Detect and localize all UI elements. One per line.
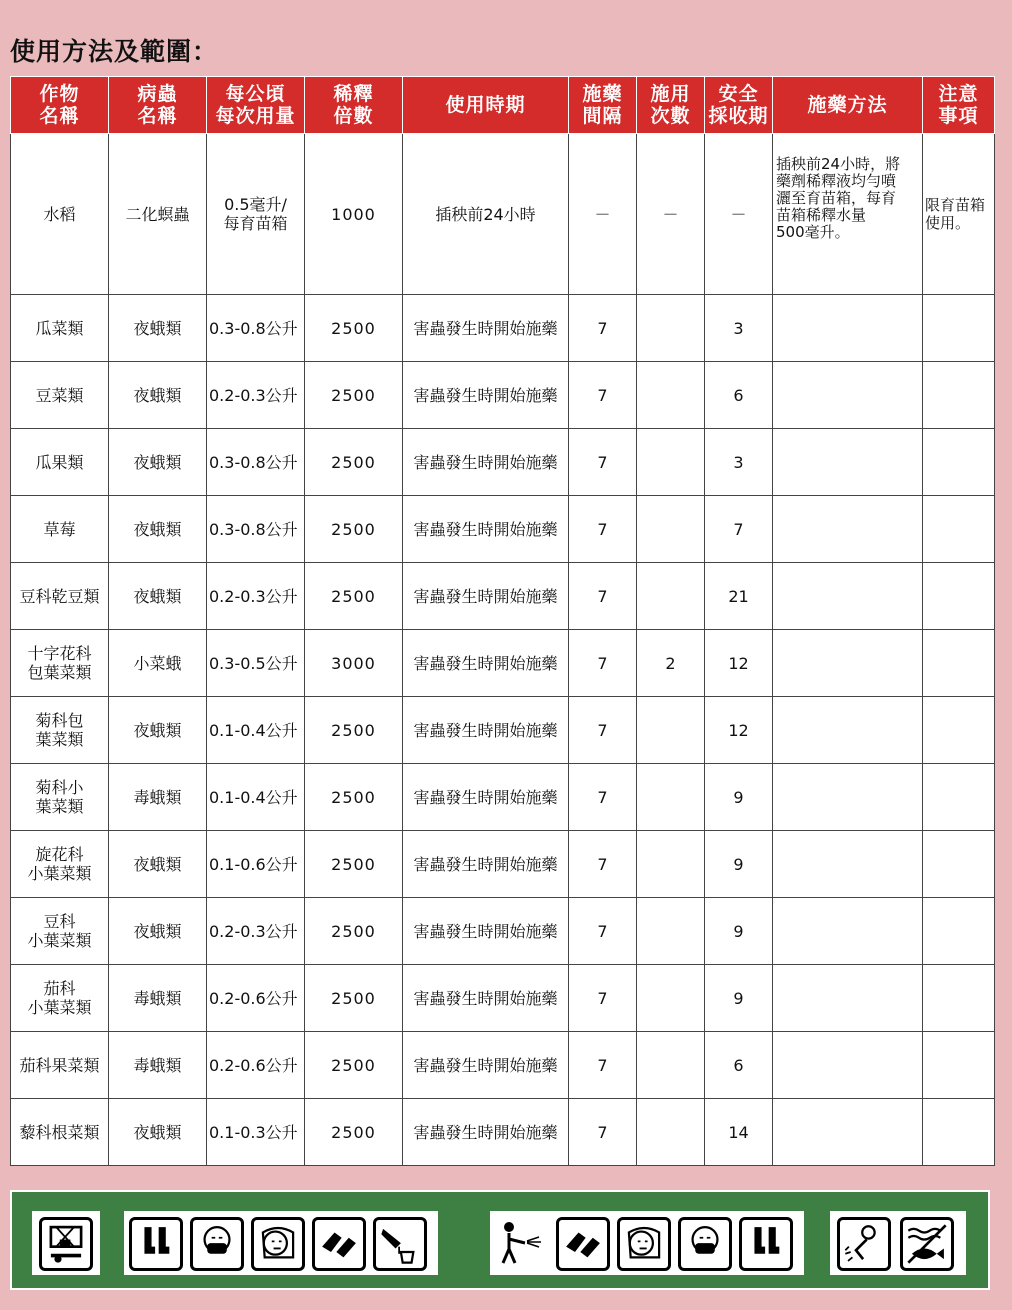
interval-cell: 7 bbox=[569, 831, 637, 898]
mask-icon bbox=[678, 1217, 732, 1271]
dilution-cell: 2500 bbox=[305, 1032, 403, 1099]
table-row bbox=[11, 429, 995, 496]
timing-cell: 害蟲發生時開始施藥 bbox=[403, 764, 569, 831]
table-row bbox=[11, 965, 995, 1032]
times-cell bbox=[637, 965, 705, 1032]
remark-cell bbox=[923, 831, 995, 898]
dilution-cell: 2500 bbox=[305, 429, 403, 496]
table-row bbox=[11, 134, 995, 295]
harvest-cell: 9 bbox=[705, 898, 773, 965]
table-row bbox=[11, 898, 995, 965]
header-method: 施藥方法 bbox=[773, 77, 923, 134]
harvest-cell: 14 bbox=[705, 1099, 773, 1166]
remark-cell bbox=[923, 898, 995, 965]
harvest-cell: 6 bbox=[705, 1032, 773, 1099]
preparation-panel bbox=[124, 1211, 438, 1275]
pest-cell: 夜蛾類 bbox=[109, 496, 207, 563]
crop-cell: 瓜菜類 bbox=[11, 295, 109, 362]
dosage-cell: 0.2-0.3公升 bbox=[207, 898, 305, 965]
harvest-cell: 7 bbox=[705, 496, 773, 563]
header-timing: 使用時期 bbox=[403, 77, 569, 134]
safety-pictogram-banner bbox=[10, 1190, 990, 1290]
remark-cell: 限育苗箱 使用。 bbox=[923, 134, 995, 295]
dilution-cell: 2500 bbox=[305, 697, 403, 764]
interval-cell: 7 bbox=[569, 496, 637, 563]
method-cell bbox=[773, 764, 923, 831]
timing-cell: 害蟲發生時開始施藥 bbox=[403, 563, 569, 630]
gloves-icon bbox=[556, 1217, 610, 1271]
pest-cell: 夜蛾類 bbox=[109, 563, 207, 630]
method-cell bbox=[773, 563, 923, 630]
method-cell bbox=[773, 697, 923, 764]
interval-cell: 7 bbox=[569, 1099, 637, 1166]
interval-cell: 7 bbox=[569, 563, 637, 630]
times-cell bbox=[637, 496, 705, 563]
interval-cell: 7 bbox=[569, 764, 637, 831]
harvest-cell: 9 bbox=[705, 831, 773, 898]
remark-cell bbox=[923, 630, 995, 697]
times-cell bbox=[637, 831, 705, 898]
dosage-cell: 0.1-0.3公升 bbox=[207, 1099, 305, 1166]
harvest-cell: 12 bbox=[705, 630, 773, 697]
table-row bbox=[11, 563, 995, 630]
table-row bbox=[11, 1032, 995, 1099]
times-cell bbox=[637, 1032, 705, 1099]
timing-cell: 插秧前24小時 bbox=[403, 134, 569, 295]
timing-cell: 害蟲發生時開始施藥 bbox=[403, 1032, 569, 1099]
storage-locked-icon bbox=[39, 1217, 93, 1271]
crop-cell: 菊科小 葉菜類 bbox=[11, 764, 109, 831]
pest-cell: 夜蛾類 bbox=[109, 1099, 207, 1166]
header-times: 施用 次數 bbox=[637, 77, 705, 134]
storage-panel bbox=[32, 1211, 100, 1275]
method-cell bbox=[773, 1099, 923, 1166]
crop-cell: 瓜果類 bbox=[11, 429, 109, 496]
crop-cell: 十字花科 包葉菜類 bbox=[11, 630, 109, 697]
dosage-cell: 0.1-0.4公升 bbox=[207, 764, 305, 831]
timing-cell: 害蟲發生時開始施藥 bbox=[403, 965, 569, 1032]
wash-after-use-icon bbox=[837, 1217, 891, 1271]
page-title: 使用方法及範圍： bbox=[10, 37, 219, 66]
dangerous-to-fish-icon bbox=[900, 1217, 954, 1271]
times-cell bbox=[637, 429, 705, 496]
pest-cell: 毒蛾類 bbox=[109, 965, 207, 1032]
crop-cell: 草莓 bbox=[11, 496, 109, 563]
pest-cell: 夜蛾類 bbox=[109, 697, 207, 764]
dosage-cell: 0.3-0.5公升 bbox=[207, 630, 305, 697]
interval-cell: 7 bbox=[569, 429, 637, 496]
pest-cell: 夜蛾類 bbox=[109, 831, 207, 898]
times-cell bbox=[637, 295, 705, 362]
harvest-cell: 9 bbox=[705, 965, 773, 1032]
harvest-cell: 3 bbox=[705, 295, 773, 362]
sprayer-operator-icon bbox=[495, 1217, 549, 1271]
dosage-cell: 0.2-0.6公升 bbox=[207, 965, 305, 1032]
crop-cell: 豆科 小葉菜類 bbox=[11, 898, 109, 965]
header-harvest: 安全 採收期 bbox=[705, 77, 773, 134]
pest-cell: 毒蛾類 bbox=[109, 1032, 207, 1099]
boots-icon bbox=[739, 1217, 793, 1271]
dosage-cell: 0.1-0.6公升 bbox=[207, 831, 305, 898]
crop-cell: 豆菜類 bbox=[11, 362, 109, 429]
pour-dilute-icon bbox=[373, 1217, 427, 1271]
table-row bbox=[11, 496, 995, 563]
dilution-cell: 2500 bbox=[305, 496, 403, 563]
face-shield-icon bbox=[251, 1217, 305, 1271]
dosage-cell: 0.3-0.8公升 bbox=[207, 429, 305, 496]
harvest-cell: － bbox=[705, 134, 773, 295]
remark-cell bbox=[923, 1099, 995, 1166]
crop-cell: 藜科根菜類 bbox=[11, 1099, 109, 1166]
dilution-cell: 1000 bbox=[305, 134, 403, 295]
interval-cell: 7 bbox=[569, 630, 637, 697]
interval-cell: 7 bbox=[569, 295, 637, 362]
gloves-icon bbox=[312, 1217, 366, 1271]
table-row bbox=[11, 295, 995, 362]
pest-cell: 小菜蛾 bbox=[109, 630, 207, 697]
crop-cell: 水稻 bbox=[11, 134, 109, 295]
dilution-cell: 2500 bbox=[305, 965, 403, 1032]
times-cell bbox=[637, 563, 705, 630]
crop-cell: 茄科果菜類 bbox=[11, 1032, 109, 1099]
dosage-cell: 0.3-0.8公升 bbox=[207, 295, 305, 362]
remark-cell bbox=[923, 429, 995, 496]
times-cell bbox=[637, 697, 705, 764]
dilution-cell: 2500 bbox=[305, 1099, 403, 1166]
harvest-cell: 3 bbox=[705, 429, 773, 496]
pest-cell: 二化螟蟲 bbox=[109, 134, 207, 295]
header-dosage: 每公頃 每次用量 bbox=[207, 77, 305, 134]
dosage-cell: 0.2-0.3公升 bbox=[207, 362, 305, 429]
method-cell bbox=[773, 496, 923, 563]
table-row bbox=[11, 362, 995, 429]
timing-cell: 害蟲發生時開始施藥 bbox=[403, 429, 569, 496]
pest-cell: 夜蛾類 bbox=[109, 898, 207, 965]
method-cell bbox=[773, 429, 923, 496]
dilution-cell: 2500 bbox=[305, 898, 403, 965]
crop-cell: 菊科包 葉菜類 bbox=[11, 697, 109, 764]
interval-cell: 7 bbox=[569, 697, 637, 764]
timing-cell: 害蟲發生時開始施藥 bbox=[403, 295, 569, 362]
harvest-cell: 12 bbox=[705, 697, 773, 764]
harvest-cell: 6 bbox=[705, 362, 773, 429]
crop-cell: 旋花科 小葉菜類 bbox=[11, 831, 109, 898]
header-pest: 病蟲 名稱 bbox=[109, 77, 207, 134]
table-row bbox=[11, 1099, 995, 1166]
usage-table bbox=[10, 76, 995, 1166]
boots-icon bbox=[129, 1217, 183, 1271]
remark-cell bbox=[923, 965, 995, 1032]
timing-cell: 害蟲發生時開始施藥 bbox=[403, 630, 569, 697]
dilution-cell: 2500 bbox=[305, 362, 403, 429]
header-crop: 作物 名稱 bbox=[11, 77, 109, 134]
method-cell bbox=[773, 295, 923, 362]
after-use-panel bbox=[830, 1211, 966, 1275]
application-panel bbox=[490, 1211, 804, 1275]
crop-cell: 茄科 小葉菜類 bbox=[11, 965, 109, 1032]
harvest-cell: 21 bbox=[705, 563, 773, 630]
times-cell bbox=[637, 362, 705, 429]
method-cell bbox=[773, 898, 923, 965]
remark-cell bbox=[923, 295, 995, 362]
method-cell bbox=[773, 362, 923, 429]
pest-cell: 毒蛾類 bbox=[109, 764, 207, 831]
dilution-cell: 3000 bbox=[305, 630, 403, 697]
times-cell bbox=[637, 764, 705, 831]
dosage-cell: 0.5毫升/ 每育苗箱 bbox=[207, 134, 305, 295]
method-cell bbox=[773, 630, 923, 697]
method-cell: 插秧前24小時，將 藥劑稀釋液均勻噴 灑至育苗箱，每育 苗箱稀釋水量 500毫升。 bbox=[773, 134, 923, 295]
dilution-cell: 2500 bbox=[305, 764, 403, 831]
timing-cell: 害蟲發生時開始施藥 bbox=[403, 1099, 569, 1166]
pest-cell: 夜蛾類 bbox=[109, 295, 207, 362]
header-dilution: 稀釋 倍數 bbox=[305, 77, 403, 134]
dilution-cell: 2500 bbox=[305, 563, 403, 630]
header-remark: 注意 事項 bbox=[923, 77, 995, 134]
method-cell bbox=[773, 831, 923, 898]
interval-cell: － bbox=[569, 134, 637, 295]
times-cell bbox=[637, 898, 705, 965]
face-shield-icon bbox=[617, 1217, 671, 1271]
interval-cell: 7 bbox=[569, 965, 637, 1032]
dosage-cell: 0.2-0.6公升 bbox=[207, 1032, 305, 1099]
times-cell bbox=[637, 1099, 705, 1166]
crop-cell: 豆科乾豆類 bbox=[11, 563, 109, 630]
pest-cell: 夜蛾類 bbox=[109, 362, 207, 429]
dosage-cell: 0.2-0.3公升 bbox=[207, 563, 305, 630]
table-row bbox=[11, 831, 995, 898]
remark-cell bbox=[923, 1032, 995, 1099]
times-cell: 2 bbox=[637, 630, 705, 697]
harvest-cell: 9 bbox=[705, 764, 773, 831]
dosage-cell: 0.3-0.8公升 bbox=[207, 496, 305, 563]
remark-cell bbox=[923, 563, 995, 630]
mask-icon bbox=[190, 1217, 244, 1271]
interval-cell: 7 bbox=[569, 1032, 637, 1099]
dosage-cell: 0.1-0.4公升 bbox=[207, 697, 305, 764]
dilution-cell: 2500 bbox=[305, 295, 403, 362]
method-cell bbox=[773, 965, 923, 1032]
timing-cell: 害蟲發生時開始施藥 bbox=[403, 496, 569, 563]
method-cell bbox=[773, 1032, 923, 1099]
timing-cell: 害蟲發生時開始施藥 bbox=[403, 831, 569, 898]
timing-cell: 害蟲發生時開始施藥 bbox=[403, 697, 569, 764]
remark-cell bbox=[923, 496, 995, 563]
remark-cell bbox=[923, 697, 995, 764]
table-row bbox=[11, 764, 995, 831]
interval-cell: 7 bbox=[569, 898, 637, 965]
interval-cell: 7 bbox=[569, 362, 637, 429]
dilution-cell: 2500 bbox=[305, 831, 403, 898]
table-row bbox=[11, 697, 995, 764]
remark-cell bbox=[923, 362, 995, 429]
timing-cell: 害蟲發生時開始施藥 bbox=[403, 898, 569, 965]
header-row bbox=[11, 77, 995, 134]
timing-cell: 害蟲發生時開始施藥 bbox=[403, 362, 569, 429]
table-row bbox=[11, 630, 995, 697]
pest-cell: 夜蛾類 bbox=[109, 429, 207, 496]
times-cell: － bbox=[637, 134, 705, 295]
remark-cell bbox=[923, 764, 995, 831]
header-interval: 施藥 間隔 bbox=[569, 77, 637, 134]
